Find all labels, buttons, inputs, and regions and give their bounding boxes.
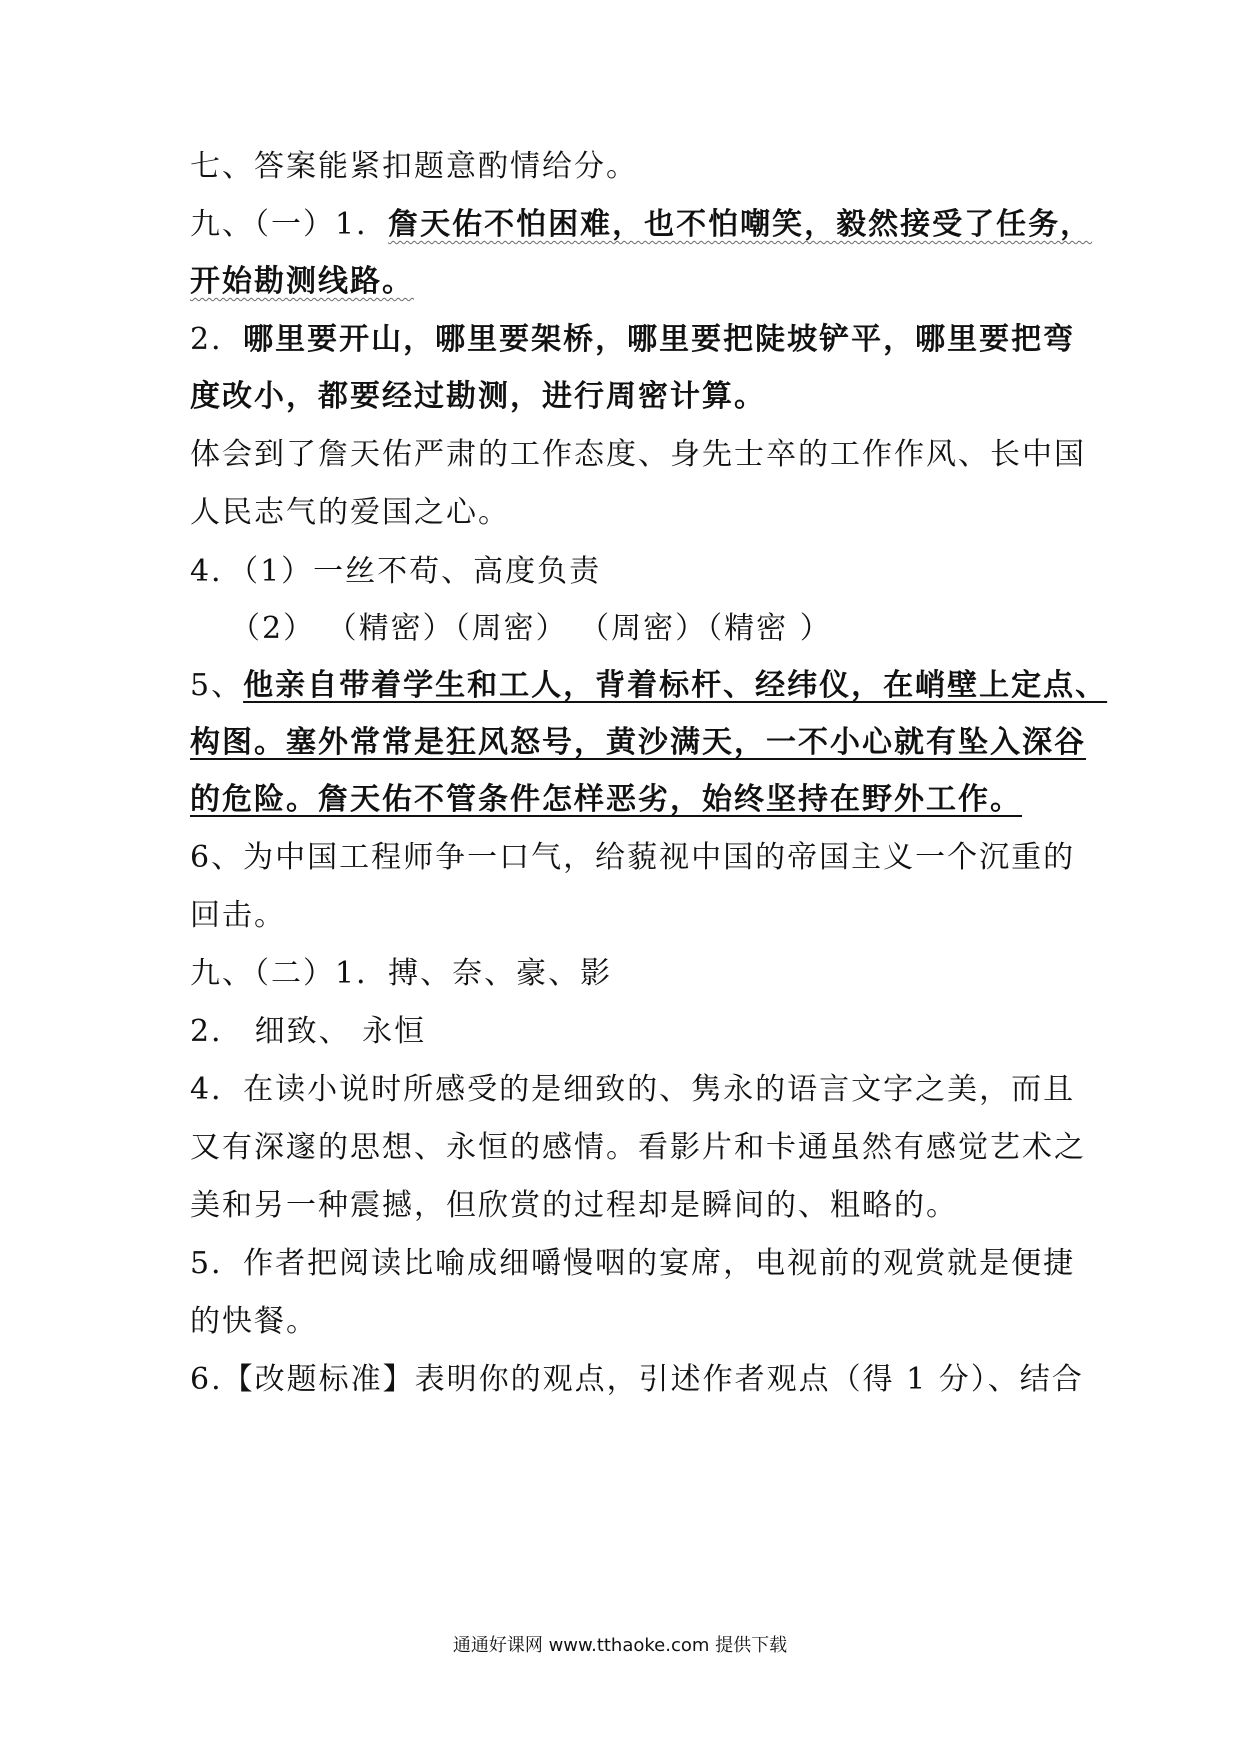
- line-text: 回击。: [190, 898, 286, 933]
- line-text: 6.【改题标准】表明你的观点，引述作者观点（得 1 分）、结合: [190, 1362, 1084, 1397]
- line-text: 4．（1）一丝不苟、高度负责: [190, 554, 602, 589]
- line-text: 又有深邃的思想、永恒的感情。看影片和卡通虽然有感觉艺术之: [190, 1130, 1086, 1165]
- answer-line-nine-2-4-1: [190, 1070, 1076, 1110]
- line-text: 人民志气的爱国之心。: [190, 495, 510, 530]
- answer-line-3-2: [190, 493, 1070, 533]
- line-text: 的快餐。: [190, 1304, 318, 1339]
- answer-line-nine-1-2: [190, 262, 1070, 302]
- answer-line-4-2: [230, 609, 1110, 649]
- answer-line-5-2: [190, 723, 1086, 763]
- answer-line-5-1: [190, 666, 1108, 706]
- answer-line-nine-2-6-1: [190, 1360, 1084, 1400]
- underlined-text: 他亲自带着学生和工人，背着标杆、经纬仪，在峭壁上定点、: [243, 668, 1108, 703]
- answer-line-6-1: [190, 838, 1076, 878]
- highlight-text: 詹天佑不怕困难，也不怕嘲笑，毅然接受了任务，: [388, 207, 1093, 242]
- line-text: （2） （精密）（周密） （周密）（精密 ）: [230, 611, 832, 646]
- page-footer: 通通好课网 www.tthaoke.com 提供下载: [452, 1635, 788, 1656]
- answer-line-nine-2-4-2: [190, 1128, 1086, 1168]
- underlined-text: 构图。塞外常常是狂风怒号，黄沙满天，一不小心就有坠入深谷: [190, 725, 1086, 760]
- line-text: 体会到了詹天佑严肃的工作态度、身先士卒的工作作风、长中国: [190, 437, 1086, 472]
- answer-line-nine-2-1: [190, 954, 1070, 994]
- line-text: 5．作者把阅读比喻成细嚼慢咽的宴席，电视前的观赏就是便捷: [190, 1246, 1076, 1281]
- answer-line-nine-2-5-1: [190, 1244, 1076, 1284]
- line-prefix: 2．: [190, 322, 244, 357]
- line-text: 2． 细致、 永恒: [190, 1014, 427, 1049]
- answer-line-nine-2-5-2: [190, 1302, 1070, 1342]
- answer-line-6-2: [190, 896, 1070, 936]
- line-text: 九、（二）1．搏、奈、豪、影: [190, 956, 613, 991]
- answer-line-3-1: [190, 435, 1086, 475]
- answer-line-seven: [190, 147, 1070, 187]
- answer-line-5-3: [190, 780, 1070, 820]
- underlined-text: 的危险。詹天佑不管条件怎样恶劣，始终坚持在野外工作。: [190, 782, 1022, 817]
- answer-line-nine-2-2: [190, 1012, 1070, 1052]
- line-text: 美和另一种震撼，但欣赏的过程却是瞬间的、粗略的。: [190, 1188, 958, 1223]
- highlight-text: 开始勘测线路。: [190, 264, 414, 299]
- answer-line-4-1: [190, 552, 1070, 592]
- answer-line-2-1: [190, 320, 1076, 360]
- line-text: 4．在读小说时所感受的是细致的、隽永的语言文字之美，而且: [190, 1072, 1076, 1107]
- line-text: 七、答案能紧扣题意酌情给分。: [190, 149, 638, 184]
- line-prefix: 5、: [190, 668, 244, 703]
- answer-line-nine-1-1: [190, 205, 1093, 245]
- answer-line-2-2: [190, 377, 1070, 417]
- line-prefix: 九、（一）1．: [190, 207, 389, 242]
- answer-line-nine-2-4-3: [190, 1186, 1070, 1226]
- bold-text: 度改小，都要经过勘测，进行周密计算。: [190, 379, 766, 414]
- line-text: 6、为中国工程师争一口气，给藐视中国的帝国主义一个沉重的: [190, 840, 1076, 875]
- bold-text: 哪里要开山，哪里要架桥，哪里要把陡坡铲平，哪里要把弯: [243, 322, 1076, 357]
